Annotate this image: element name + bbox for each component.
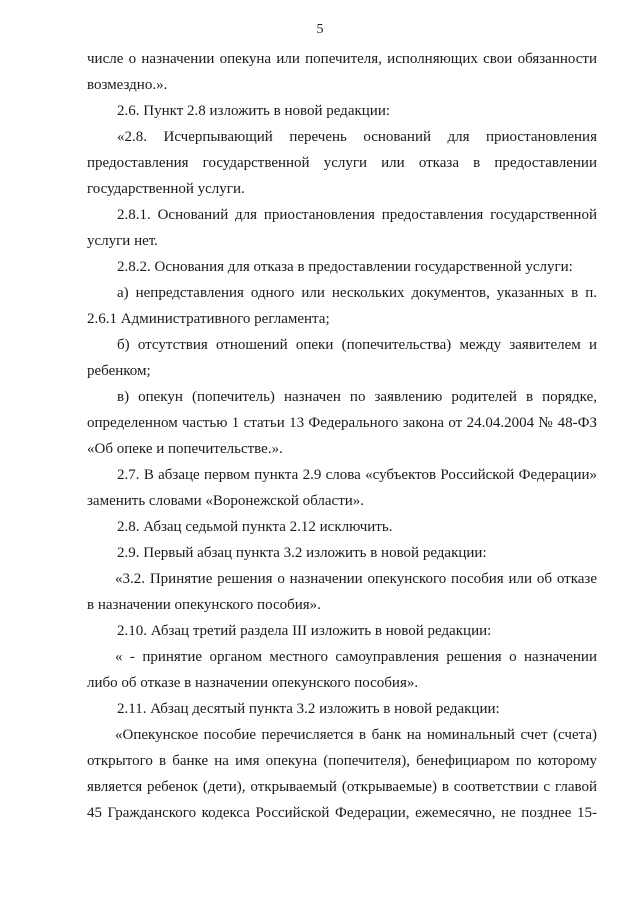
text-line: возмездно.». bbox=[87, 77, 168, 93]
text-line: « - принятие органом местного самоуправления решения о назначении bbox=[115, 649, 597, 665]
document-body bbox=[87, 46, 597, 826]
text-line: в назначении опекунского пособия». bbox=[87, 597, 321, 613]
text-line: «3.2. Принятие решения о назначении опекунского пособия или об отказе bbox=[115, 571, 597, 587]
text-line: 2.11. Абзац десятый пункта 3.2 изложить в новой редакции: bbox=[117, 701, 500, 717]
text-line: является ребенок (дети), открываемый (открываемые) в соответствии с главой bbox=[87, 779, 597, 795]
text-line: 2.8.1. Оснований для приостановления предоставления государственной bbox=[117, 207, 597, 223]
text-line: 2.6.1 Административного регламента; bbox=[87, 311, 330, 327]
text-line: 2.7. В абзаце первом пункта 2.9 слова «субъектов Российской Федерации» bbox=[117, 467, 597, 483]
text-line: б) отсутствия отношений опеки (попечительства) между заявителем и bbox=[117, 337, 597, 353]
text-line: 45 Гражданского кодекса Российской Федерации, ежемесячно, не позднее 15- bbox=[87, 805, 597, 821]
text-line: «Опекунское пособие перечисляется в банк на номинальный счет (счета) bbox=[115, 727, 597, 743]
text-line: 2.9. Первый абзац пункта 3.2 изложить в новой редакции: bbox=[117, 545, 487, 561]
text-line: государственной услуги. bbox=[87, 181, 245, 197]
text-line: «Об опеке и попечительстве.». bbox=[87, 441, 283, 457]
page-number: 5 bbox=[316, 22, 324, 37]
text-line: «2.8. Исчерпывающий перечень оснований для приостановления bbox=[117, 129, 597, 145]
text-line: в) опекун (попечитель) назначен по заявлению родителей в порядке, bbox=[117, 389, 597, 405]
text-line: открытого в банке на имя опекуна (попечителя), бенефициаром по которому bbox=[87, 753, 597, 769]
text-line: 2.10. Абзац третий раздела III изложить в новой редакции: bbox=[117, 623, 492, 639]
text-line: а) непредставления одного или нескольких документов, указанных в п. bbox=[117, 285, 597, 301]
text-line: ребенком; bbox=[87, 363, 151, 379]
text-line: услуги нет. bbox=[87, 233, 158, 249]
text-line: числе о назначении опекуна или попечителя, исполняющих свои обязанности bbox=[87, 51, 597, 67]
text-line: определенном частью 1 статьи 13 Федерального закона от 24.04.2004 № 48-ФЗ bbox=[87, 415, 597, 431]
text-line: либо об отказе в назначении опекунского пособия». bbox=[87, 675, 419, 691]
text-line: 2.6. Пункт 2.8 изложить в новой редакции: bbox=[117, 103, 391, 119]
text-line: 2.8.2. Основания для отказа в предоставлении государственной услуги: bbox=[117, 259, 573, 275]
text-line: 2.8. Абзац седьмой пункта 2.12 исключить. bbox=[117, 519, 393, 535]
text-line: заменить словами «Воронежской области». bbox=[87, 493, 365, 509]
text-line: предоставления государственной услуги или отказа в предоставлении bbox=[87, 155, 597, 171]
